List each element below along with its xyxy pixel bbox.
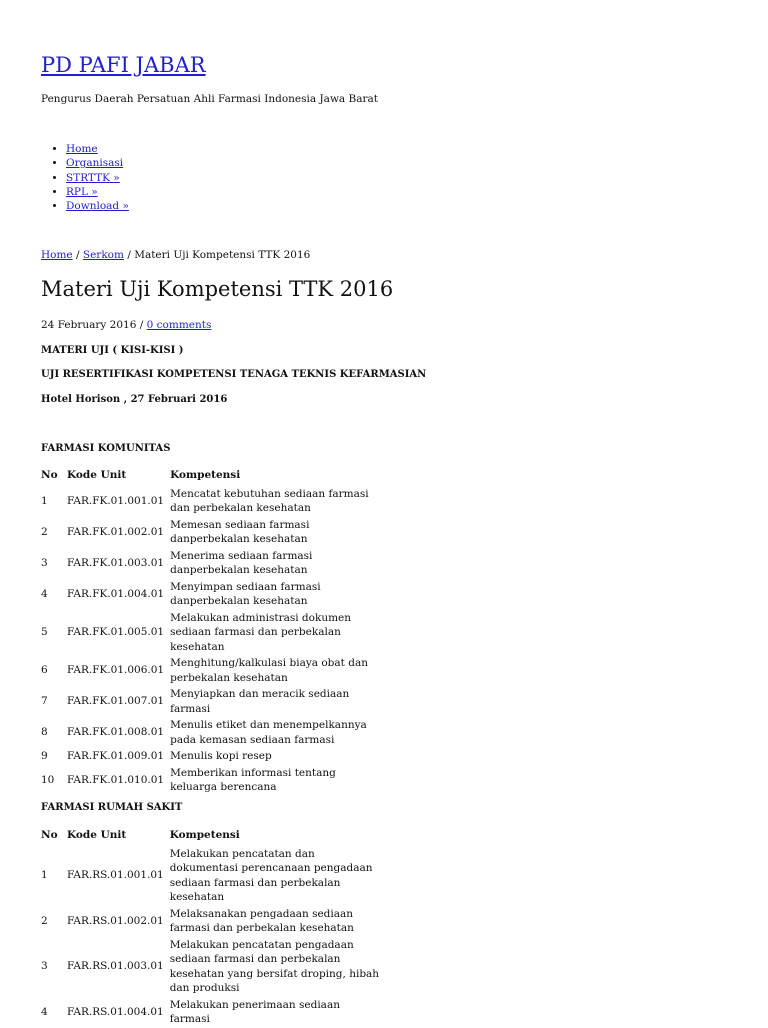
cell-kompetensi: Menulis etiket dan menempelkannya pada kemasan sediaan farmasi: [170, 719, 367, 746]
nav-item-organisasi: [66, 156, 129, 170]
cell-no: 1: [41, 869, 48, 882]
column-header-no: No: [41, 469, 58, 481]
cell-kode-unit: FAR.FK.01.007.01: [67, 695, 165, 708]
cell-kompetensi: Melakukan penerimaan sediaan farmasi: [169, 998, 340, 1025]
nav-item-strttk: [66, 171, 129, 185]
table-row: [38, 686, 385, 717]
table-row: [38, 517, 385, 548]
cell-kode-unit: FAR.FK.01.005.01: [67, 626, 165, 638]
main-nav: [41, 142, 129, 213]
cell-kompetensi: Menerima sediaan farmasi danperbekalan kesehatan: [170, 549, 313, 576]
site-title-link[interactable]: PD PAFI JABAR: [41, 53, 206, 77]
cell-no: 8: [41, 726, 48, 739]
table-row: [38, 748, 385, 765]
nav-link-download[interactable]: Download »: [66, 200, 129, 213]
cell-kompetensi: Melakukan pencatatan pengadaan sediaan farmasi dan perbekalan kesehatan yang bersifat droping, hibah dan produksi: [169, 938, 380, 994]
cell-kompetensi: Melaksanakan pengadaan sediaan farmasi dan perbekalan kesehatan: [169, 907, 354, 934]
breadcrumb-current: Materi Uji Kompetensi TTK 2016: [134, 249, 311, 261]
cell-no: 4: [41, 1005, 48, 1018]
cell-kode-unit: FAR.FK.01.001.01: [67, 494, 165, 507]
cell-no: 4: [41, 587, 48, 600]
column-header-kode-unit: Kode Unit: [67, 829, 127, 841]
cell-no: 6: [41, 664, 48, 677]
cell-no: 1: [41, 494, 48, 507]
table-row: [38, 765, 385, 796]
cell-kompetensi: Menulis kopi resep: [170, 750, 272, 762]
post-date: 24 February 2016: [41, 319, 137, 331]
column-header-kompetensi: Kompetensi: [169, 829, 240, 841]
cell-kode-unit: FAR.FK.01.010.01: [67, 773, 165, 786]
column-header-kode-unit: Kode Unit: [67, 469, 127, 481]
post-meta-separator: /: [139, 319, 144, 331]
table-row: [38, 906, 385, 937]
cell-kode-unit: FAR.FK.01.006.01: [67, 664, 165, 677]
post-heading-kisi: MATERI UJI ( KISI-KISI ): [41, 345, 184, 356]
post-heading-lokasi: Hotel Horison , 27 Februari 2016: [41, 394, 228, 405]
breadcrumb-home-link[interactable]: Home: [41, 249, 73, 261]
breadcrumb-serkom-link[interactable]: Serkom: [82, 249, 124, 261]
cell-kode-unit: FAR.FK.01.008.01: [67, 726, 165, 739]
site-tagline: Pengurus Daerah Persatuan Ahli Farmasi Indonesia Jawa Barat: [41, 93, 379, 105]
cell-kompetensi: Melakukan pencatatan dan dokumentasi perencanaan pengadaan sediaan farmasi dan perbekalan kesehatan: [169, 847, 373, 903]
cell-kode-unit: FAR.RS.01.002.01: [67, 914, 164, 927]
cell-no: 3: [41, 960, 48, 973]
cell-kompetensi: Melakukan administrasi dokumen sediaan farmasi dan perbekalan kesehatan: [170, 611, 352, 653]
cell-no: 3: [41, 556, 48, 569]
cell-kompetensi: Mencatat kebutuhan sediaan farmasi dan perbekalan kesehatan: [170, 487, 369, 514]
breadcrumb-separator: /: [127, 249, 131, 261]
nav-link-strttk[interactable]: STRTTK »: [66, 171, 120, 184]
cell-kode-unit: FAR.FK.01.003.01: [67, 556, 165, 569]
cell-kode-unit: FAR.RS.01.004.01: [67, 1005, 164, 1018]
nav-item-rpl: [66, 185, 129, 199]
cell-no: 9: [41, 750, 48, 762]
nav-item-home: [66, 142, 129, 156]
cell-kode-unit: FAR.FK.01.004.01: [67, 587, 165, 600]
cell-kompetensi: Memesan sediaan farmasi danperbekalan kesehatan: [170, 518, 310, 545]
table-row: [38, 997, 385, 1028]
cell-kompetensi: Menyimpan sediaan farmasi danperbekalan kesehatan: [170, 580, 321, 607]
breadcrumb: [41, 249, 310, 261]
table-header-row: [38, 825, 385, 846]
cell-no: 2: [41, 914, 48, 927]
table-farmasi-rumah-sakit: [38, 825, 385, 1028]
cell-kode-unit: FAR.FK.01.002.01: [67, 525, 165, 538]
table-row: [38, 655, 385, 686]
table-row: [38, 548, 385, 579]
table-row: [38, 486, 385, 517]
site-title: [41, 53, 206, 77]
cell-kompetensi: Menghitung/kalkulasi biaya obat dan perbekalan kesehatan: [170, 657, 368, 684]
nav-item-download: [66, 199, 129, 213]
table-row: [38, 717, 385, 748]
cell-kode-unit: FAR.RS.01.001.01: [67, 869, 164, 882]
section-heading-rumah-sakit: FARMASI RUMAH SAKIT: [41, 802, 183, 813]
nav-link-home[interactable]: Home: [66, 143, 98, 155]
nav-link-organisasi[interactable]: Organisasi: [66, 157, 124, 170]
table-row: [38, 937, 385, 997]
column-header-no: No: [41, 829, 58, 841]
cell-no: 5: [41, 626, 48, 638]
cell-kompetensi: Menyiapkan dan meracik sediaan farmasi: [170, 688, 350, 715]
table-header-row: [38, 465, 385, 486]
cell-no: 10: [41, 773, 55, 786]
post-meta: [41, 319, 211, 331]
cell-no: 2: [41, 525, 48, 538]
cell-kode-unit: FAR.RS.01.003.01: [67, 960, 164, 973]
page-title: Materi Uji Kompetensi TTK 2016: [41, 277, 394, 301]
table-row: [38, 579, 385, 610]
table-farmasi-komunitas: [38, 465, 385, 796]
cell-kode-unit: FAR.FK.01.009.01: [67, 750, 165, 762]
comments-link[interactable]: 0 comments: [146, 319, 212, 331]
column-header-kompetensi: Kompetensi: [170, 469, 241, 481]
post-heading-uji: UJI RESERTIFIKASI KOMPETENSI TENAGA TEKNIS KEFARMASIAN: [41, 369, 427, 380]
section-heading-komunitas: FARMASI KOMUNITAS: [41, 443, 171, 454]
table-row: [38, 846, 385, 906]
cell-no: 7: [41, 695, 48, 708]
table-row: [38, 610, 385, 656]
breadcrumb-separator: /: [76, 249, 80, 261]
cell-kompetensi: Memberikan informasi tentang keluarga berencana: [170, 766, 336, 793]
nav-link-rpl[interactable]: RPL »: [66, 185, 98, 198]
